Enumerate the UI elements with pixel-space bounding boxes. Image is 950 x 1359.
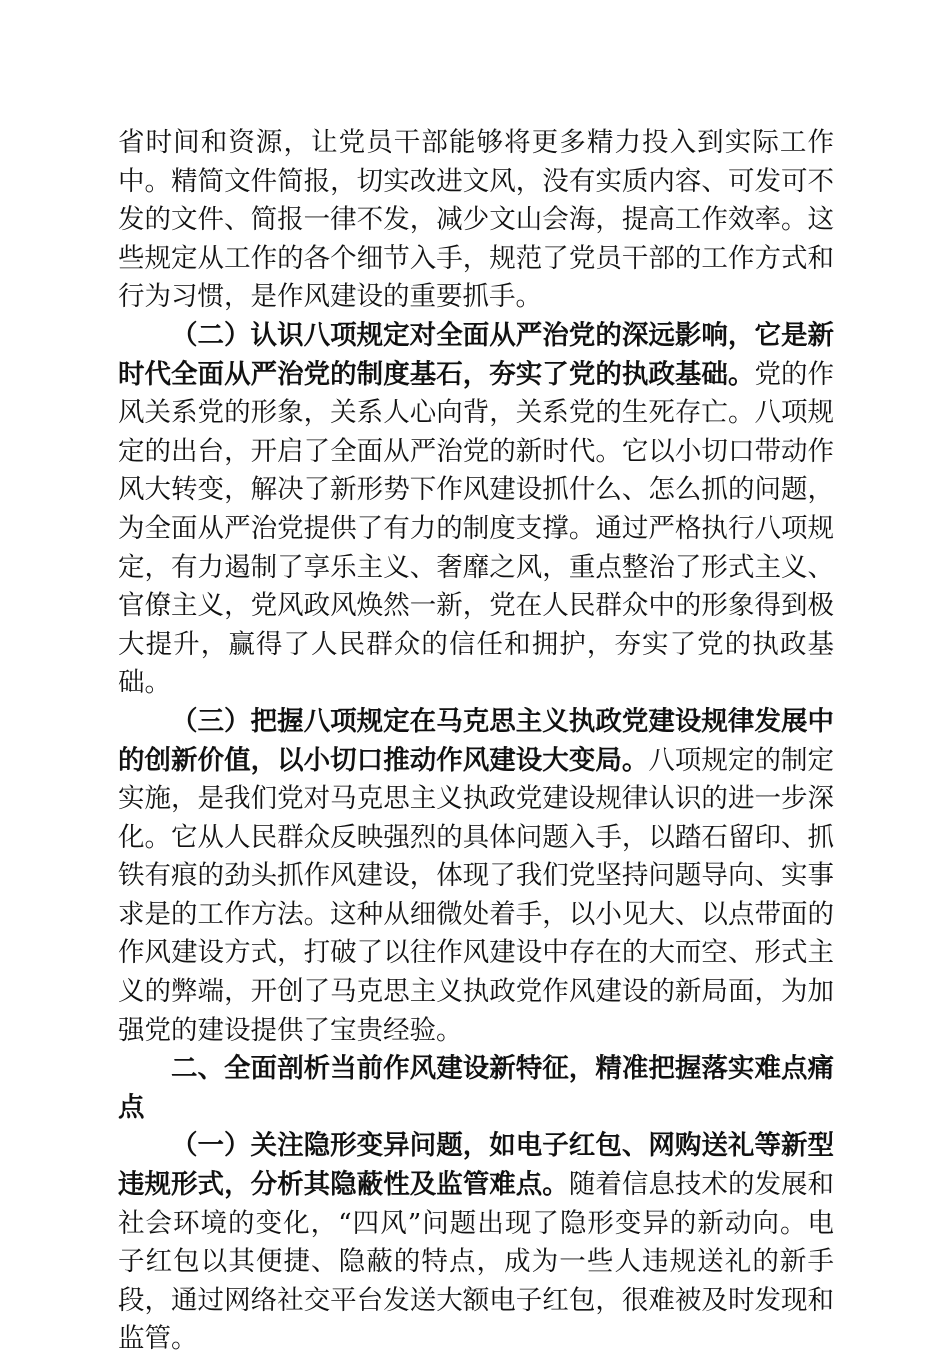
- paragraph-text: 随着信息技术的发展和社会环境的变化，“四风”问题出现了隐形变异的新动向。电子红包以其便捷、隐蔽的特点，成为一些人违规送礼的新手段，通过网络社交平台发送大额电子红包，很难被及时发现和监管。: [118, 1169, 835, 1355]
- paragraph-section-2: [118, 317, 834, 703]
- section-heading: 二、全面剖析当前作风建设新特征，精准把握落实难点痛点: [118, 1053, 834, 1123]
- paragraph-section-3: [118, 703, 834, 1050]
- paragraph-lead-sentence: （三）把握八项规定在马克思主义执政党建设规律发展中的创新价值，以小切口推动作风建设大变局。: [118, 705, 834, 776]
- paragraph-text: 八项规定的制定实施，是我们党对马克思主义执政党建设规律认识的进一步深化。它从人民群众反映强烈的具体问题入手，以踏石留印、抓铁有痕的劲头抓作风建设，体现了我们党坚持问题导向、实事求是的工作方法。这种从细微处着手，以小见大、以点带面的作风建设方式，打破了以往作风建设中存在的大而空、形式主义的弊端，开创了马克思主义执政党作风建设的新局面，为加强党的建设提供了宝贵经验。: [118, 744, 835, 1046]
- paragraph-text: 党的作风关系党的形象，关系人心向背，关系党的生死存亡。八项规定的出台，开启了全面从严治党的新时代。它以小切口带动作风大转变，解决了新形势下作风建设抓什么、怎么抓的问题，为全面从严治党提供了有力的制度支撑。通过严格执行八项规定，有力遏制了享乐主义、奢靡之风，重点整治了形式主义、官僚主义，党风政风焕然一新，党在人民群众中的形象得到极大提升，赢得了人民群众的信任和拥护，夯实了党的执政基础。: [118, 358, 835, 699]
- document-page: [118, 124, 834, 1359]
- paragraph-lead-sentence: （一）关注隐形变异问题，如电子红包、网购送礼等新型违规形式，分析其隐蔽性及监管难点。: [118, 1130, 834, 1201]
- paragraph-subsection-1: [118, 1127, 834, 1359]
- paragraph-continuation: [118, 124, 834, 317]
- paragraph-lead-sentence: （二）认识八项规定对全面从严治党的深远影响，它是新时代全面从严治党的制度基石，夯实了党的执政基础。: [118, 319, 834, 390]
- paragraph-text: 省时间和资源，让党员干部能够将更多精力投入到实际工作中。精简文件简报，切实改进文风，没有实质内容、可发可不发的文件、简报一律不发，减少文山会海，提高工作效率。这些规定从工作的各个细节入手，规范了党员干部的工作方式和行为习惯，是作风建设的重要抓手。: [118, 127, 834, 313]
